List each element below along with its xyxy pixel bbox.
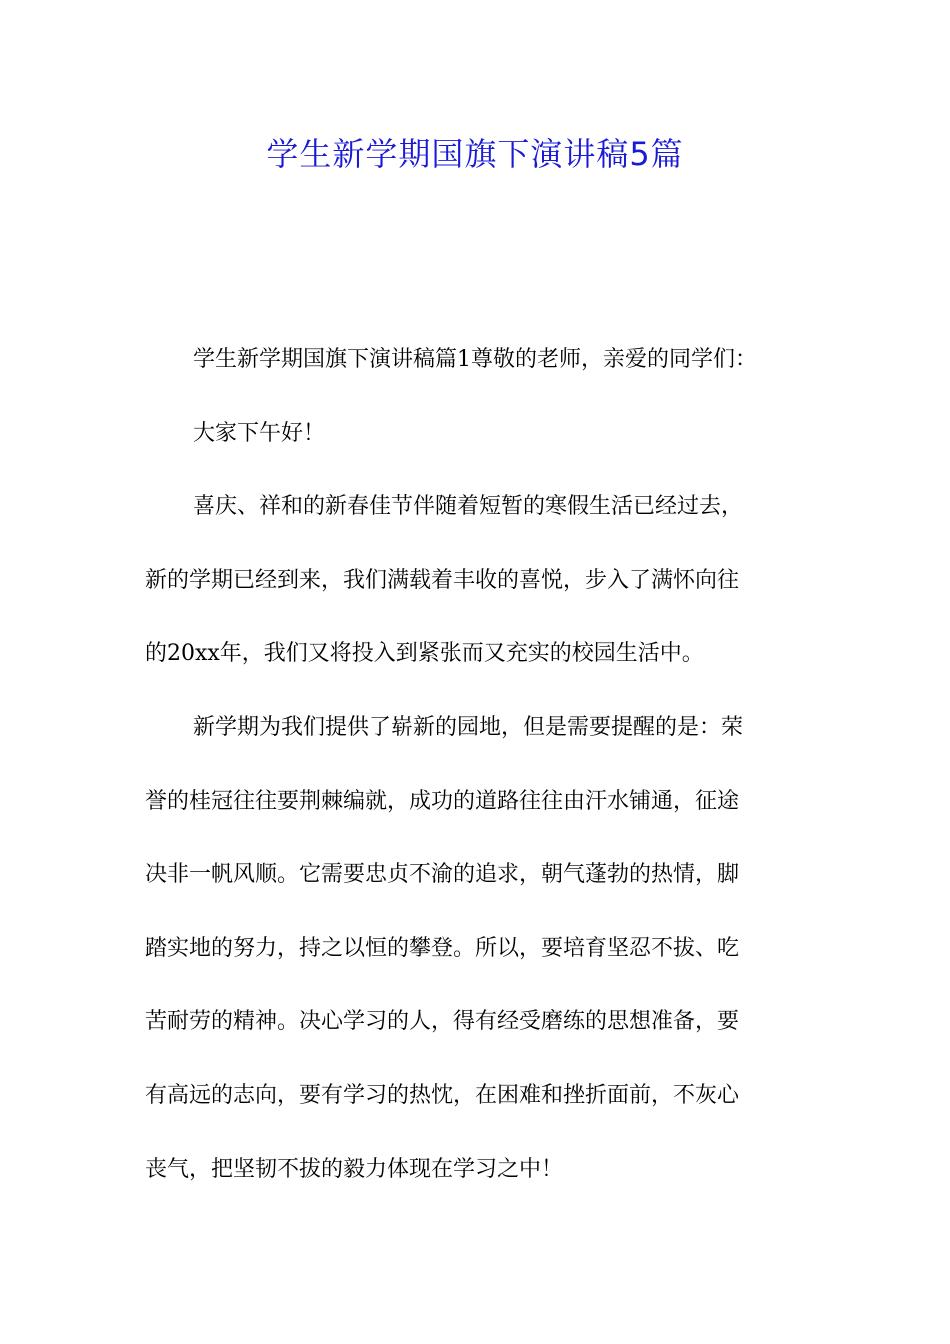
text-line: 学生新学期国旗下演讲稿篇1尊敬的老师，亲爱的同学们：	[193, 347, 757, 372]
text-line: 誉的桂冠往往要荆棘编就，成功的道路往往由汗水铺通，征途	[145, 788, 740, 814]
text-line: 喜庆、祥和的新春佳节伴随着短暂的寒假生活已经过去，	[193, 494, 744, 520]
text-line: 新的学期已经到来，我们满载着丰收的喜悦，步入了满怀向往	[145, 567, 740, 593]
text-line: 有高远的志向，要有学习的热忱，在困难和挫折面前，不灰心	[145, 1082, 740, 1108]
text-line: 丧气，把坚韧不拔的毅力体现在学习之中！	[145, 1156, 564, 1182]
text-line: 的20xx年，我们又将投入到紧张而又充实的校园生活中。	[145, 641, 704, 667]
text-line: 新学期为我们提供了崭新的园地，但是需要提醒的是：荣	[193, 714, 744, 740]
text-line: 踏实地的努力，持之以恒的攀登。所以，要培育坚忍不拔、吃	[145, 935, 740, 961]
text-line: 大家下午好！	[193, 420, 326, 446]
text-line: 决非一帆风顺。它需要忠贞不渝的追求，朝气蓬勃的热情，脚	[145, 862, 740, 888]
document-body	[145, 337, 805, 1220]
document-title: 学生新学期国旗下演讲稿5篇	[266, 135, 684, 173]
text-line: 苦耐劳的精神。决心学习的人，得有经受磨练的思想准备，要	[145, 1009, 740, 1035]
